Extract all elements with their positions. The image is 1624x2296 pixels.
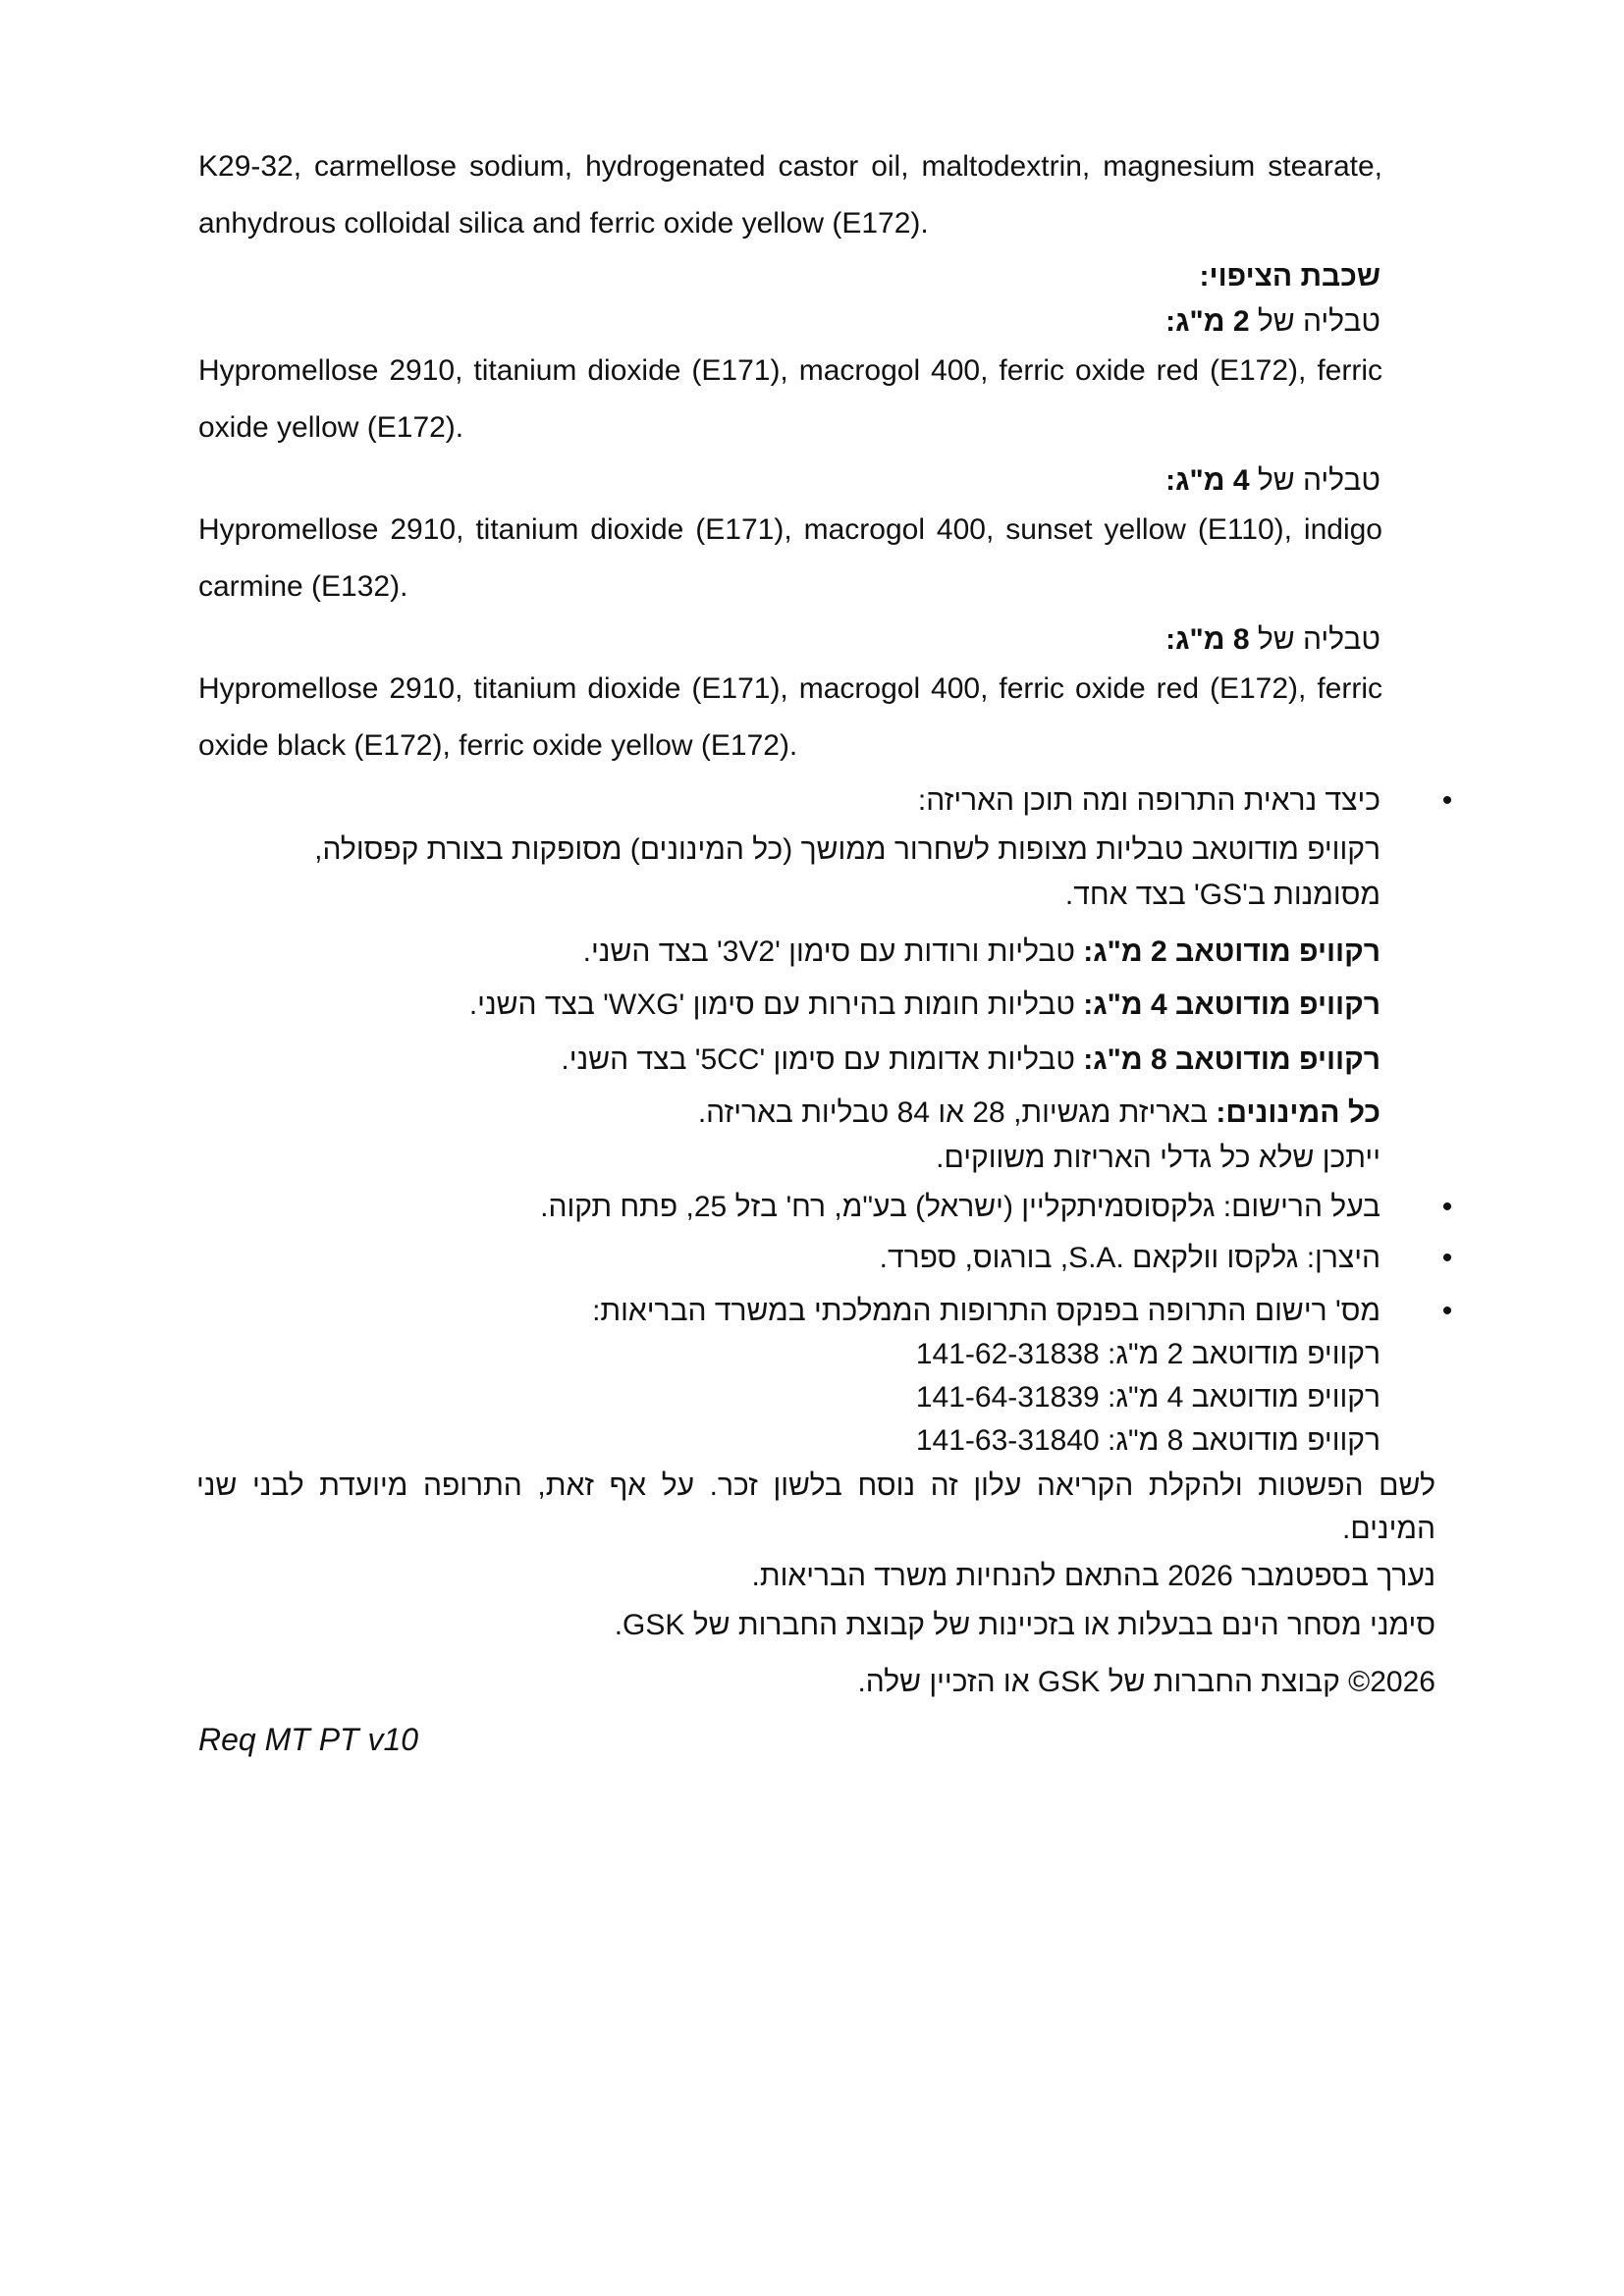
gender-note-line-2: המינים. (1342, 1513, 1435, 1545)
revised-date: נערך בספטמבר 2026 בהתאם להנחיות משרד הבריאות. (751, 1560, 1435, 1592)
coating-8mg-line-2: oxide black (E172), ferric oxide yellow (E172). (198, 729, 798, 762)
coating-2mg-line-1: Hypromellose 2910, titanium dioxide (E171), macrogol 400, ferric oxide red (E172), ferric (198, 354, 1382, 387)
gender-note-line-1: לשם הפשטות ולהקלת הקריאה עלון זה נוסח בלשון זכר. על אף זאת, התרופה מיועדת לבני שני (196, 1469, 1435, 1502)
appearance-heading: כיצד נראית התרופה ומה תוכן האריזה: (917, 784, 1380, 817)
coating-2mg-line-2: oxide yellow (E172). (198, 411, 464, 444)
bullet-registration-holder: • (1441, 1191, 1453, 1223)
core-ingredients-line-1: K29-32, carmellose sodium, hydrogenated castor oil, maltodextrin, magnesium stearate, (198, 150, 1382, 183)
appearance-note: ייתכן שלא כל גדלי האריזות משווקים. (936, 1142, 1380, 1174)
registration-number-8mg: רקוויפ מודוטאב 8 מ"ג: 141-63-31840 (915, 1424, 1380, 1457)
coating-4mg-line-2: carmine (E132). (198, 570, 408, 603)
appearance-item-2mg: רקוויפ מודוטאב 2 מ"ג: טבליות ורודות עם סימון '3V2' בצד השני. (582, 935, 1380, 968)
coating-4mg-label: טבליה של 4 מ"ג: (1165, 464, 1380, 497)
registration-holder: בעל הרישום: גלקסוסמיתקליין (ישראל) בע"מ, רח' בזל 25, פתח תקוה. (540, 1191, 1380, 1223)
document-reference: Req MT PT v10 (198, 1722, 419, 1757)
bullet-registration-numbers: • (1441, 1295, 1453, 1327)
appearance-item-4mg: רקוויפ מודוטאב 4 מ"ג: טבליות חומות בהירות עם סימון 'WXG' בצד השני. (468, 988, 1380, 1021)
appearance-item-8mg: רקוויפ מודוטאב 8 מ"ג: טבליות אדומות עם סימון '5CC' בצד השני. (561, 1043, 1380, 1076)
coating-2mg-label: טבליה של 2 מ"ג: (1165, 305, 1380, 338)
coating-8mg-line-1: Hypromellose 2910, titanium dioxide (E171), macrogol 400, ferric oxide red (E172), ferric (198, 672, 1382, 705)
manufacturer: היצרן: גלקסו וולקאם .S.A, בורגוס, ספרד. (879, 1242, 1380, 1274)
bullet-manufacturer: • (1441, 1242, 1453, 1274)
appearance-intro-line-2: מסומנות ב'GS' בצד אחד. (1064, 879, 1380, 911)
copyright-note: 2026© קבוצת החברות של GSK או הזכיין שלה. (857, 1666, 1435, 1698)
appearance-intro-line-1: רקוויפ מודוטאב טבליות מצופות לשחרור ממושך (כל המינונים) מסופקות בצורת קפסולה, (314, 833, 1380, 866)
coating-heading: שכבת הציפוי: (1199, 260, 1380, 293)
coating-8mg-label: טבליה של 8 מ"ג: (1165, 623, 1380, 656)
coating-4mg-line-1: Hypromellose 2910, titanium dioxide (E171), macrogol 400, sunset yellow (E110), indigo (198, 513, 1382, 546)
bullet-appearance: • (1441, 784, 1453, 817)
core-ingredients-line-2: anhydrous colloidal silica and ferric oxide yellow (E172). (198, 207, 929, 240)
registration-numbers-heading: מס' רישום התרופה בפנקס התרופות הממלכתי במשרד הבריאות: (592, 1295, 1380, 1327)
registration-number-2mg: רקוויפ מודוטאב 2 מ"ג: 141-62-31838 (915, 1338, 1380, 1370)
registration-number-4mg: רקוויפ מודוטאב 4 מ"ג: 141-64-31839 (915, 1381, 1380, 1414)
appearance-item-all-doses: כל המינונים: באריזת מגשיות, 28 או 84 טבליות באריזה. (697, 1096, 1380, 1129)
trademarks-note: סימני מסחר הינם בבעלות או בזכיינות של קבוצת החברות של GSK. (614, 1609, 1435, 1641)
